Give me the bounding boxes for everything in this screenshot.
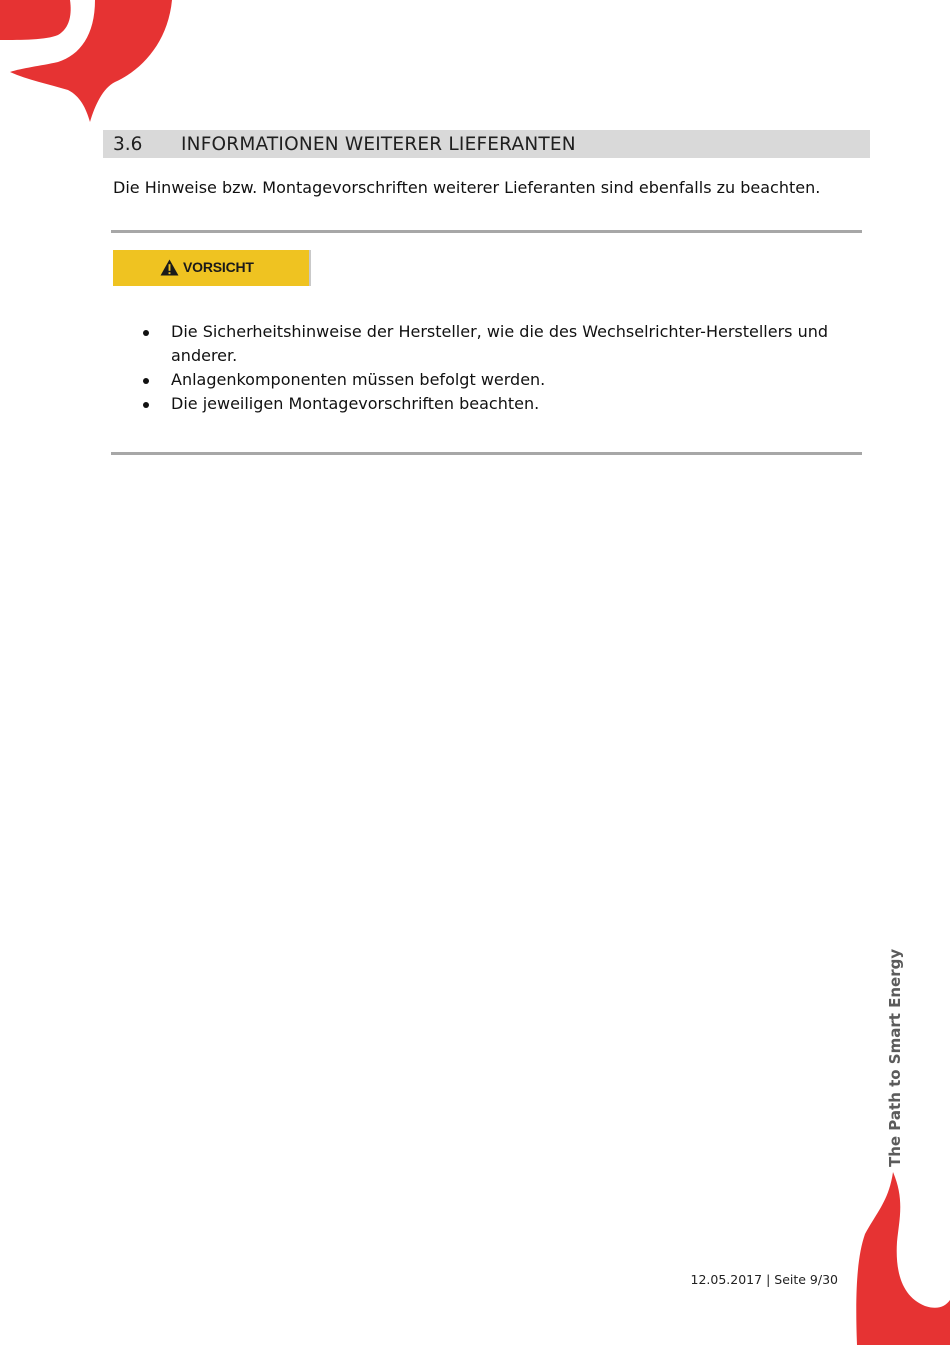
footer-date: 12.05.2017 (690, 1272, 763, 1287)
intro-paragraph: Die Hinweise bzw. Montagevorschriften weiterer Lieferanten sind ebenfalls zu beachten. (113, 178, 821, 197)
section-number: 3.6 (113, 134, 143, 155)
bullet-icon (143, 330, 149, 336)
list-item-text: Die Sicherheitshinweise der Hersteller, wie die des Wechselrichter-Herstellers und anderer. (171, 322, 829, 365)
warning-triangle-icon (160, 259, 179, 276)
footer-separator: | (766, 1272, 771, 1287)
caution-top-rule (111, 230, 862, 233)
section-heading-bar (103, 130, 870, 158)
list-item (141, 320, 831, 368)
footer-page-number: Seite 9/30 (774, 1272, 838, 1287)
caution-bottom-rule (111, 452, 862, 455)
caution-label: VORSICHT (183, 259, 254, 275)
bullet-icon (143, 402, 149, 408)
list-item (141, 392, 831, 416)
section-title: INFORMATIONEN WEITERER LIEFERANTEN (181, 134, 576, 155)
list-item-text: Anlagenkomponenten müssen befolgt werden. (171, 370, 546, 389)
brand-logo-top (0, 0, 175, 125)
brand-logo-bottom (855, 1172, 950, 1345)
list-item (141, 368, 831, 392)
brand-tagline: The Path to Smart Energy (886, 948, 904, 1167)
page-footer (691, 1272, 839, 1287)
caution-label-box (113, 250, 311, 286)
bullet-list (141, 320, 831, 416)
list-item-text: Die jeweiligen Montagevorschriften beachten. (171, 394, 540, 413)
bullet-icon (143, 378, 149, 384)
